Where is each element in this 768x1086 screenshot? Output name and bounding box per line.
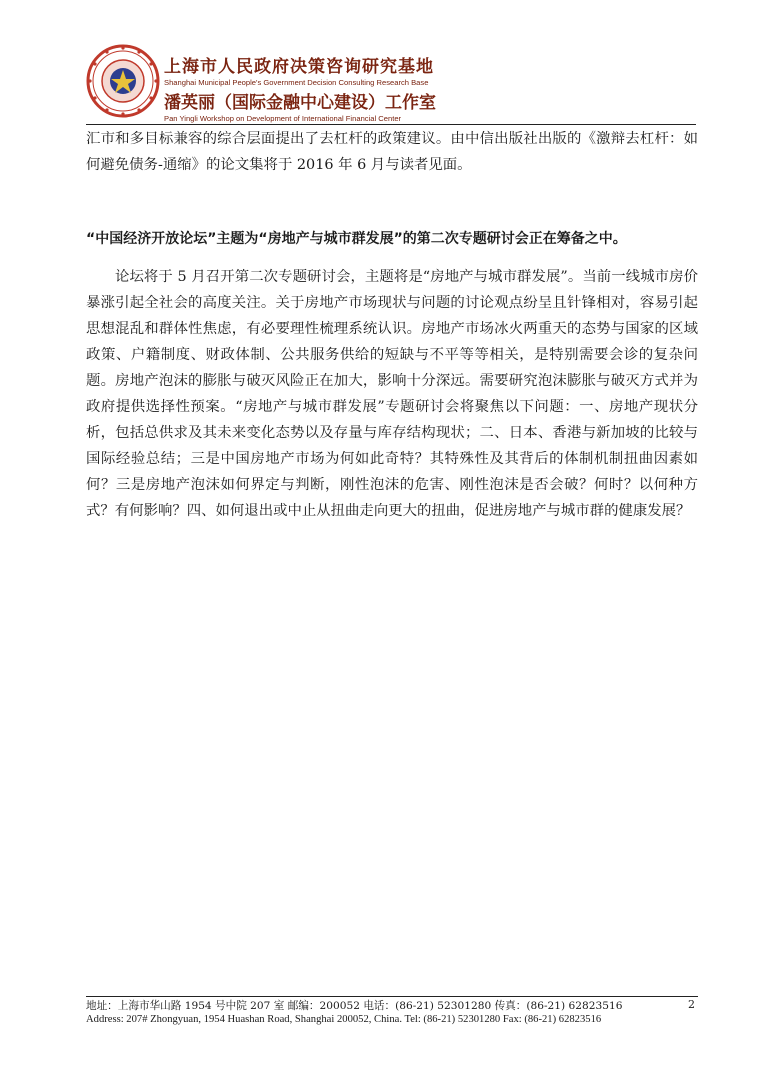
page-number: 2 [688,998,695,1011]
institution-title-en: Shanghai Municipal People's Government Decision Consulting Research Base [164,78,429,87]
footer-address-en: Address: 207# Zhongyuan, 1954 Huashan Road, Shanghai 200052, China. Tel: (86-21) 52301280 Fax: (86-21) 62823516 [86,1014,602,1025]
institution-seal-icon [86,44,160,118]
body-paragraph-2: 论坛将于 5 月召开第二次专题研讨会，主题将是“房地产与城市群发展”。当前一线城市房价暴涨引起全社会的高度关注。关于房地产市场现状与问题的讨论观点纷呈且针锋相对，容易引起思想混乱和群体性焦虑，有必要理性梳理系统认识。房地产市场冰火两重天的态势与国家的区域政策、户籍制度、财政体制、公共服务供给的短缺与不平等等相关，是特别需要会诊的复杂问题。房地产泡沫的膨胀与破灭风险正在加大，影响十分深远。需要研究泡沫膨胀与破灭方式并为政府提供选择性预案。“房地产与城市群发展”专题研讨会将聚焦以下问题：一、房地产现状分析，包括总供求及其未来变化态势以及存量与库存结构现状；二、日本、香港与新加坡的比较与国际经验总结；三是中国房地产市场为何如此奇特？其特殊性及其背后的体制机制扭曲因素如何？三是房地产泡沫如何界定与判断，刚性泡沫的危害、刚性泡沫是否会破？何时？以何种方式？有何影响？四、如何退出或中止从扭曲走向更大的扭曲，促进房地产与城市群的健康发展？ [86,269,698,519]
letterhead [86,44,606,124]
footer-divider [86,996,698,997]
body-paragraph-1: 汇市和多目标兼容的综合层面提出了去杠杆的政策建议。由中信出版社出版的《激辩去杠杆：如何避免债务-通缩》的论文集将于 2016 年 6 月与读者见面。 [86,131,698,173]
workshop-title-en: Pan Yingli Workshop on Development of International Financial Center [164,114,402,123]
footer-address-cn: 地址：上海市华山路 1954 号中院 207 室 邮编：200052 电话：(86-21) 52301280 传真：(86-21) 62823516 [86,1000,623,1012]
institution-title: 上海市人民政府决策咨询研究基地 [164,57,434,77]
workshop-title: 潘英丽（国际金融中心建设）工作室 [164,93,436,113]
header-divider [86,124,696,125]
section-heading: “中国经济开放论坛”主题为“房地产与城市群发展”的第二次专题研讨会正在筹备之中。 [86,231,627,247]
